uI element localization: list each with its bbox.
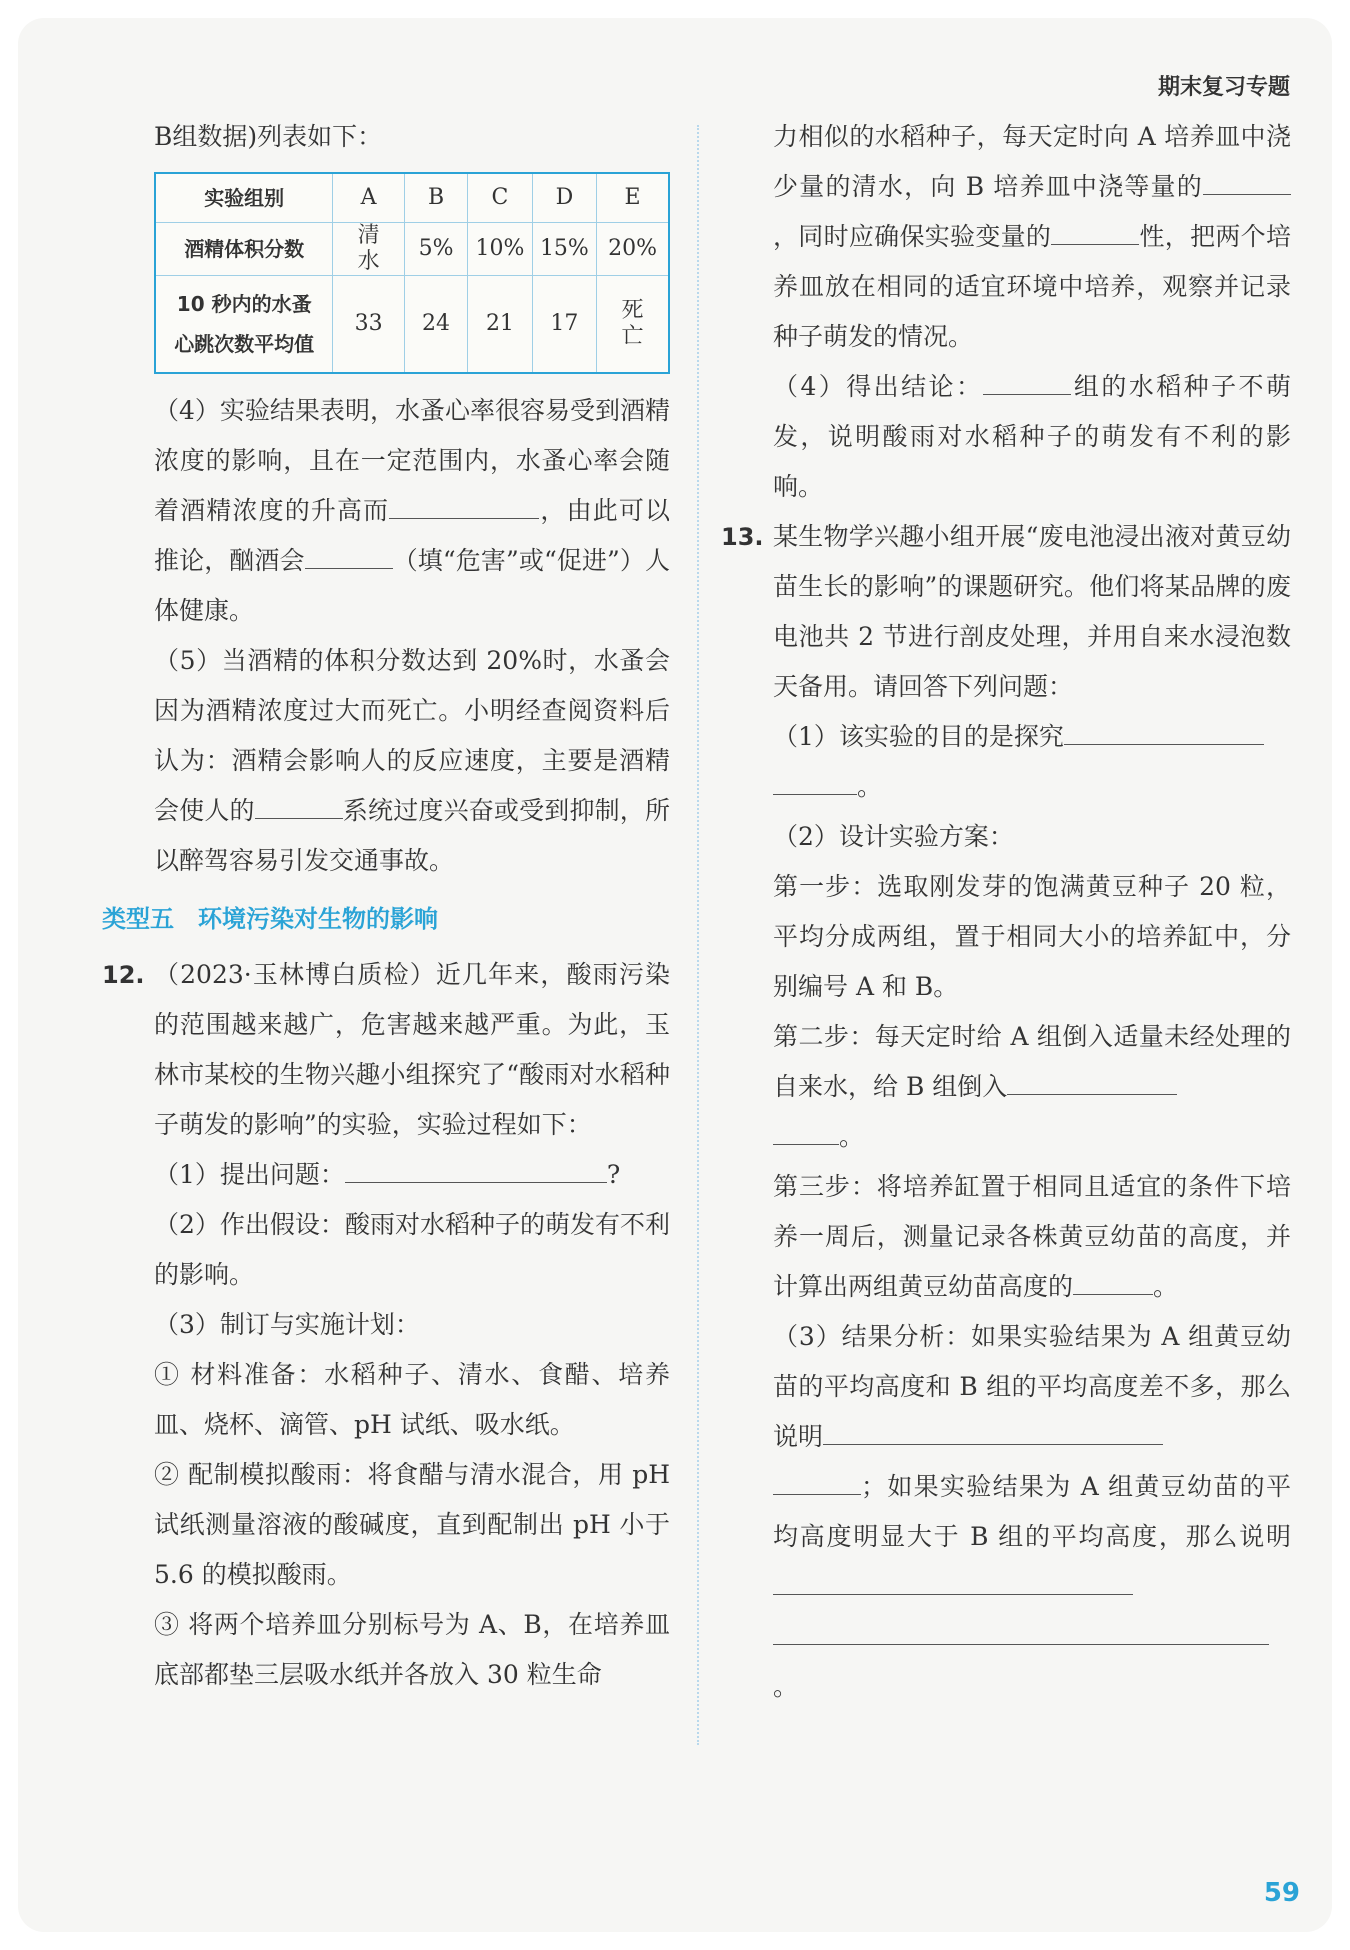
table-cell: 死 亡 xyxy=(597,276,669,374)
table-row xyxy=(155,173,669,223)
question-12-part-4 xyxy=(773,362,1291,512)
answer-blank[interactable] xyxy=(823,1416,1163,1445)
design-step-3 xyxy=(773,1162,1291,1312)
table-cell: D xyxy=(532,173,596,223)
text-span: 。 xyxy=(857,772,883,801)
answer-blank[interactable] xyxy=(773,1116,839,1145)
text-span: ，同时应确保实验变量的 xyxy=(773,222,1052,251)
table-cell: 实验组别 xyxy=(155,173,333,223)
answer-blank[interactable] xyxy=(1051,216,1139,245)
text-span: （3）结果分析：如果实验结果为 A 组黄豆幼苗的平均高度和 B 组的平均高度差不多，那么说明 xyxy=(773,1322,1291,1451)
table-cell: 21 xyxy=(468,276,532,374)
text-span: 第二步：每天定时给 A 组倒入适量未经处理的自来水，给 B 组倒入 xyxy=(773,1022,1291,1101)
table-cell: 5% xyxy=(404,223,467,276)
answer-blank[interactable] xyxy=(345,1154,607,1183)
text-span: ? xyxy=(606,1160,621,1189)
question-12 xyxy=(102,950,670,1700)
table-cell: A xyxy=(333,173,404,223)
text-span: （1）提出问题： xyxy=(154,1160,345,1189)
answer-blank[interactable] xyxy=(389,490,539,519)
answer-blank[interactable] xyxy=(983,366,1071,395)
table-cell: 15% xyxy=(532,223,596,276)
text-span: ，由此可以推论，酗酒会 xyxy=(154,496,670,575)
plan-step-2: ② 配制模拟酸雨：将食醋与清水混合，用 pH 试纸测量溶液的酸碱度，直到配制出 pH 小于 5.6 的模拟酸雨。 xyxy=(154,1460,670,1589)
answer-blank[interactable] xyxy=(305,540,393,569)
design-step-2 xyxy=(773,1012,1291,1162)
text-span: 力相似的水稻种子，每天定时向 A 培养皿中浇少量的清水，向 B 培养皿中浇等量的 xyxy=(773,122,1291,201)
page-header: 期末复习专题 xyxy=(1157,75,1290,100)
question-11-part-5 xyxy=(154,636,670,886)
answer-blank[interactable] xyxy=(1073,1266,1153,1295)
question-part-1 xyxy=(773,712,1291,812)
question-number: 13. xyxy=(721,523,764,551)
answer-blank[interactable] xyxy=(773,1466,861,1495)
answer-blank[interactable] xyxy=(255,790,343,819)
question-13 xyxy=(721,512,1291,1712)
text-span: 第三步：将培养缸置于相同且适宜的条件下培养一周后，测量记录各株黄豆幼苗的高度，并计算出两组黄豆幼苗高度的 xyxy=(773,1172,1291,1301)
table-cell: 33 xyxy=(333,276,404,374)
text-span: ；如果实验结果为 A 组黄豆幼苗的平均高度明显大于 B 组的平均高度，那么说明 xyxy=(773,1472,1291,1551)
plan-step-3: ③ 将两个培养皿分别标号为 A、B，在培养皿底部都垫三层吸水纸并各放入 30 粒生命 xyxy=(154,1610,670,1689)
row-header-line: 10 秒内的水蚤 xyxy=(176,292,312,316)
answer-blank[interactable] xyxy=(1064,716,1264,745)
question-12-continued xyxy=(773,112,1291,362)
text-span: 组的水稻种子不萌发，说明酸雨对水稻种子的萌发有不利的影响。 xyxy=(773,372,1291,501)
plan-step-1: ① 材料准备：水稻种子、清水、食醋、培养皿、烧杯、滴管、pH 试纸、吸水纸。 xyxy=(154,1360,670,1439)
answer-blank[interactable] xyxy=(1007,1066,1177,1095)
question-part-1 xyxy=(154,1150,670,1200)
answer-blank[interactable] xyxy=(773,1566,1133,1595)
table-intro: B组数据)列表如下： xyxy=(154,122,383,151)
right-column xyxy=(721,112,1291,1712)
table-cell: 清 水 xyxy=(333,223,404,276)
text-span: （填“危害”或“促进”）人体健康。 xyxy=(154,546,670,625)
design-step-1: 第一步：选取刚发芽的饱满黄豆种子 20 粒，平均分成两组，置于相同大小的培养缸中，分别编号 A 和 B。 xyxy=(773,872,1291,1001)
text-span: （1）该实验的目的是探究 xyxy=(773,722,1064,751)
table-cell: 酒精体积分数 xyxy=(155,223,333,276)
table-cell: B xyxy=(404,173,467,223)
table-cell: 24 xyxy=(404,276,467,374)
table-row xyxy=(155,276,669,374)
answer-blank[interactable] xyxy=(773,766,857,795)
question-stem: （2023·玉林博白质检）近几年来，酸雨污染的范围越来越广，危害越来越严重。为此，玉林市某校的生物兴趣小组探究了“酸雨对水稻种子萌发的影响”的实验，实验过程如下： xyxy=(154,960,670,1139)
text-span: 。 xyxy=(1153,1272,1179,1301)
text-span: 。 xyxy=(839,1122,865,1151)
table-cell: 17 xyxy=(532,276,596,374)
text-span: （4）实验结果表明，水蚤心率很容易受到酒精浓度的影响，且在一定范围内，水蚤心率会随着酒精浓度的升高而 xyxy=(154,396,670,525)
text-span: （5）当酒精的体积分数达到 20%时，水蚤会因为酒精浓度过大而死亡。小明经查阅资料后认为：酒精会影响人的反应速度，主要是酒精会使人的 xyxy=(154,646,670,825)
table-cell: E xyxy=(597,173,669,223)
table-cell: 20% xyxy=(597,223,669,276)
question-part-3: （3）制订与实施计划： xyxy=(154,1310,420,1339)
answer-blank[interactable] xyxy=(1203,166,1291,195)
column-divider xyxy=(697,125,699,1745)
table-cell xyxy=(155,276,333,374)
question-part-2: （2）设计实验方案： xyxy=(773,822,1014,851)
text-span: 性，把两个培养皿放在相同的适宜环境中培养，观察并记录种子萌发的情况。 xyxy=(773,222,1291,351)
table-cell: C xyxy=(468,173,532,223)
question-part-2: （2）作出假设：酸雨对水稻种子的萌发有不利的影响。 xyxy=(154,1210,670,1289)
text-span: 。 xyxy=(773,1672,799,1701)
table-row xyxy=(155,223,669,276)
row-header-line: 心跳次数平均值 xyxy=(174,332,315,356)
text-span: （4）得出结论： xyxy=(773,372,984,401)
question-11-part-4 xyxy=(154,386,670,636)
experiment-table xyxy=(154,172,670,374)
page-number: 59 xyxy=(1263,1878,1300,1908)
section-heading: 类型五 环境污染对生物的影响 xyxy=(102,905,438,933)
answer-blank[interactable] xyxy=(773,1616,1269,1645)
left-column xyxy=(102,112,670,1700)
question-number: 12. xyxy=(102,961,145,989)
question-stem: 某生物学兴趣小组开展“废电池浸出液对黄豆幼苗生长的影响”的课题研究。他们将某品牌的废电池共 2 节进行剖皮处理，并用自来水浸泡数天备用。请回答下列问题： xyxy=(773,522,1291,701)
question-part-3 xyxy=(773,1312,1291,1712)
text-span: 系统过度兴奋或受到抑制，所以醉驾容易引发交通事故。 xyxy=(154,796,670,875)
table-cell: 10% xyxy=(468,223,532,276)
